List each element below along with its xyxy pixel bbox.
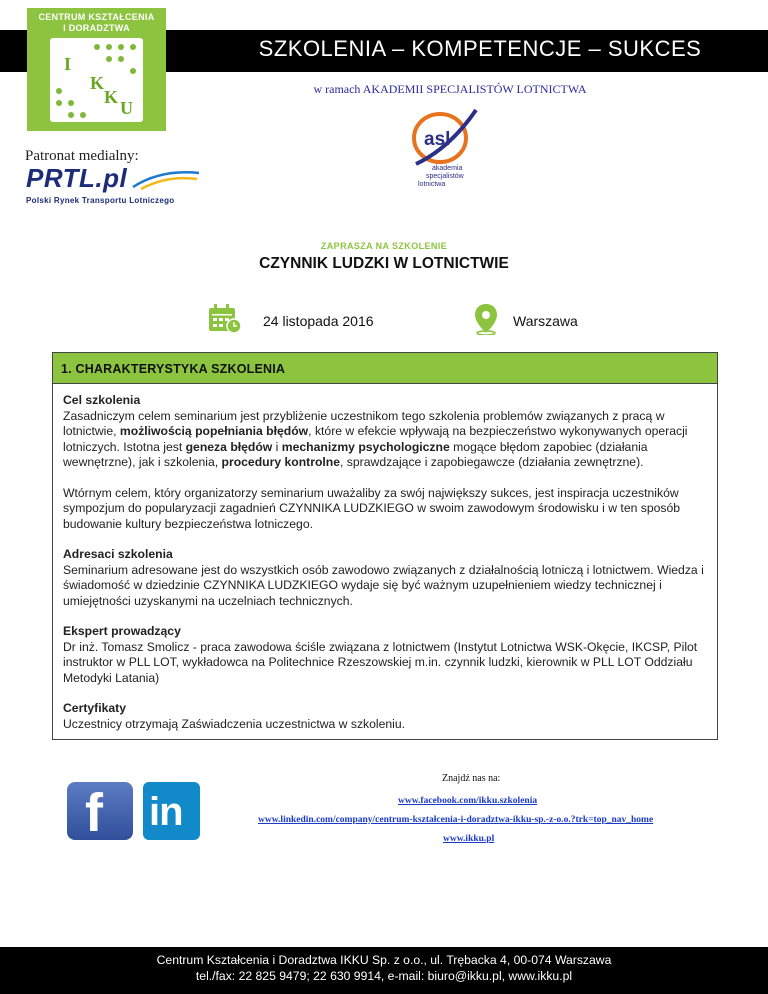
footer-address: Centrum Kształcenia i Doradztwa IKKU Sp. z o.o., ul. Trębacka 4, 00-074 Warszawa: [156, 953, 612, 967]
logo-tile: [50, 38, 143, 122]
location-pin-icon: [474, 303, 498, 335]
logo-dot: [94, 44, 100, 50]
linkedin-icon[interactable]: [143, 782, 200, 840]
facebook-link[interactable]: www.facebook.com/ikku.szkolenia: [398, 796, 538, 806]
logo-dot: [68, 112, 74, 118]
ekspert-title: Ekspert prowadzący: [63, 624, 181, 638]
course-title: CZYNNIK LUDZKI W LOTNICTWIE: [259, 255, 509, 272]
logo-name-line2: I DORADZTWA: [63, 23, 130, 33]
logo-dot: [68, 100, 74, 106]
logo-dot: [118, 44, 124, 50]
cel-text: , które w efekcie wpływają na bezpieczeństwo wykonywanych operacji lotniczych. Istotna jest: [63, 424, 688, 454]
footer-contact: tel./fax: 22 825 9479; 22 630 9914, e-mail: biuro@ikku.pl, www.ikku.pl: [195, 969, 573, 983]
asl-text-2: specjalistów: [426, 173, 464, 180]
cel-text: i: [272, 439, 282, 454]
logo-letter-u: U: [120, 98, 133, 118]
logo-dot: [56, 88, 62, 94]
section-body: [63, 393, 713, 732]
prtl-brand: PRTL.pl: [26, 163, 128, 193]
cel-text: Zasadniczym celem seminarium jest przybliżenie uczestnikom tego szkolenia problemów związanych z pracą w lotnictwie,: [63, 408, 665, 438]
cel-title: Cel szkolenia: [63, 393, 141, 407]
section-header: [53, 353, 717, 384]
adresaci-title: Adresaci szkolenia: [63, 547, 173, 561]
calendar-icon: [208, 304, 242, 334]
cel-emphasis: procedury kontrolne: [221, 455, 341, 469]
logo-name: [27, 12, 166, 34]
ekspert-text: Dr inż. Tomasz Smolicz - praca zawodowa ściśle związana z lotnictwem (Instytut Lotnictwa WSK-Okęcie, IKCSP, Pilot instruktor w PLL LOT, wykładowca na Politechnice Rzeszowskiej m.in. czynnik ludzki, kierownik w PLL LOT Oddziału Metodyki Latania): [63, 639, 698, 685]
logo-letter-k2: K: [104, 87, 119, 107]
course-description-box: [52, 352, 718, 740]
logo-dot: [106, 56, 112, 62]
logo-dot: [56, 100, 62, 106]
logo-dot: [118, 56, 124, 62]
website-link[interactable]: www.ikku.pl: [443, 834, 495, 844]
find-us-label: Znajdź nas na:: [442, 773, 501, 784]
linkedin-link[interactable]: www.linkedin.com/company/centrum-kształcenia-i-doradztwa-ikku-sp.-z-o.o.?trk=top_nav_home: [258, 815, 654, 825]
cel-emphasis: mechanizmy psychologiczne: [281, 439, 450, 454]
linkedin-glyph: in: [149, 790, 183, 834]
cel-text: mogące błędom zapobiec (działania wewnętrzne), jak i szkolenia,: [63, 439, 648, 469]
logo-name-line1: CENTRUM KSZTAŁCENIA: [38, 12, 155, 22]
prtl-logo: [26, 163, 196, 208]
cel-text: , sprawdzające i zapobiegawcze (działania zewnętrzne).: [340, 455, 644, 469]
patron-label: Patronat medialny:: [25, 148, 139, 164]
logo-dot: [106, 44, 112, 50]
ikku-logo: [27, 8, 166, 131]
adresaci-text: Seminarium adresowane jest do wszystkich osób zawodowo związanych z działalnością lotniczą i lotnictwem. Wiedza i świadomość w dziedzinie CZYNNIKA LUDZKIEGO wydaje się być ważnym uzupełnieniem wiedzy technicznej i umiejętności uzyskanymi na uczelniach technicznych.: [63, 562, 704, 608]
event-date: 24 listopada 2016: [263, 313, 374, 329]
footer: [0, 947, 768, 994]
cel-emphasis: geneza błędów: [185, 439, 273, 454]
cel-paragraph-2: Wtórnym celem, który organizatorzy seminarium uważaliby za swój największy sukces, jest inspiracja uczestników sympozjum do popularyzacji zagadnień CZYNNIKA LUDZKIEGO w swoim zawodowym środowisku i w ten sposób budowanie kultury bezpieczeństwa lotniczego.: [63, 485, 681, 531]
facebook-icon[interactable]: [67, 782, 133, 843]
logo-dot: [130, 68, 136, 74]
asl-text-1: akademia: [432, 165, 463, 172]
cel-paragraph-1: [63, 409, 713, 471]
cert-title: Certyfikaty: [63, 701, 126, 715]
section-header-text: 1. CHARAKTERYSTYKA SZKOLENIA: [61, 362, 286, 376]
asl-text-3: lotnictwa: [418, 181, 446, 188]
logo-dot: [130, 44, 136, 50]
asl-logo: [410, 108, 500, 188]
logo-letter-k1: K: [90, 73, 105, 93]
facebook-glyph: f: [85, 783, 103, 843]
asl-acronym: asl: [424, 129, 451, 150]
prtl-swoosh-icon: [131, 169, 201, 191]
cert-text: Uczestnicy otrzymają Zaświadczenia uczestnictwa w szkoleniu.: [63, 716, 406, 731]
cel-emphasis: możliwością popełniania błędów: [119, 424, 309, 438]
invite-label: ZAPRASZA NA SZKOLENIE: [320, 241, 448, 251]
header-subtitle: w ramach AKADEMII SPECJALISTÓW LOTNICTWA: [313, 82, 587, 96]
header-title: SZKOLENIA – KOMPETENCJE – SUKCES: [258, 36, 702, 61]
logo-letter-i: I: [64, 54, 72, 74]
logo-dot: [80, 112, 86, 118]
prtl-subtitle: Polski Rynek Transportu Lotniczego: [26, 196, 175, 205]
event-city: Warszawa: [513, 313, 578, 329]
